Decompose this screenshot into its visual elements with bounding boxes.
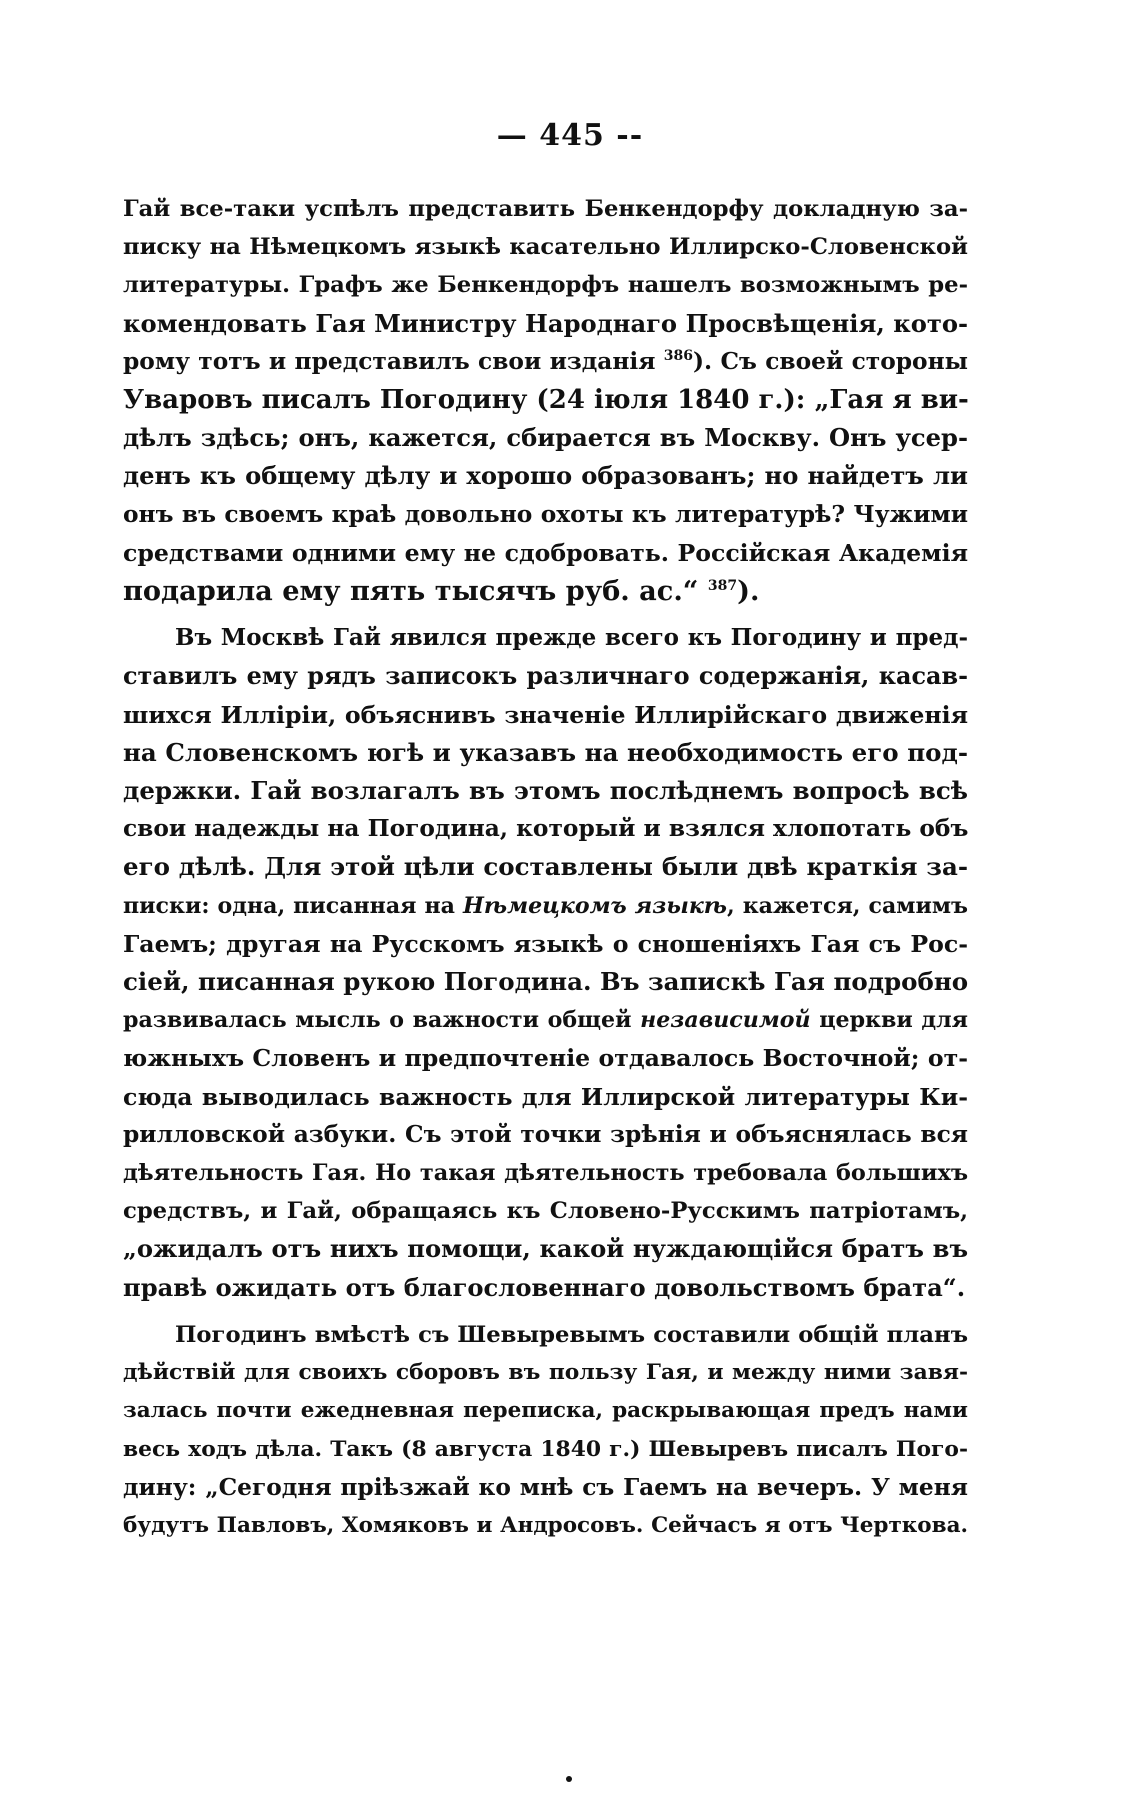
text-segment: рому тотъ и представилъ свои изданія bbox=[123, 347, 656, 375]
text-segment: развивалась мысль о важности общей bbox=[123, 1007, 632, 1034]
text-line bbox=[123, 572, 968, 610]
paragraph-1 bbox=[123, 190, 968, 610]
italic-phrase: Нѣмецкомъ языкѣ bbox=[463, 892, 727, 919]
text-line: средствами одними ему не сдобровать. Россійская Академія bbox=[123, 538, 968, 567]
text-line: литературы. Графъ же Бенкендорфъ нашелъ возможнымъ ре- bbox=[123, 272, 968, 299]
text-line: дину: „Сегодня пріѣзжай ко мнѣ съ Гаемъ на вечеръ. У меня bbox=[123, 1473, 968, 1501]
footnote-ref-387: 387 bbox=[707, 577, 738, 594]
text-line: Погодинъ вмѣстѣ съ Шевыревымъ составили общій планъ bbox=[175, 1321, 968, 1348]
text-line: Въ Москвѣ Гай явился прежде всего къ Погодину и пред- bbox=[175, 624, 968, 652]
text-segment: писки: одна, писанная на bbox=[123, 892, 455, 919]
text-segment: ). bbox=[737, 575, 760, 608]
text-segment: подарила ему пять тысячъ руб. ас.“ bbox=[123, 575, 699, 608]
text-line: Гай все-таки успѣлъ представить Бенкендорфу докладную за- bbox=[123, 196, 968, 222]
text-segment: ). Съ своей стороны bbox=[693, 347, 968, 375]
text-line: сюда выводилась важность для Иллирской литературы Ки- bbox=[123, 1082, 968, 1111]
text-line: будутъ Павловъ, Хомяковъ и Андросовъ. Сейчасъ я отъ Черткова. bbox=[123, 1512, 968, 1538]
paragraph-2 bbox=[123, 619, 968, 1307]
text-segment: церкви для bbox=[819, 1007, 969, 1034]
text-line: его дѣлѣ. Для этой цѣли составлены были двѣ краткія за- bbox=[123, 852, 968, 882]
text-line: дѣлъ здѣсь; онъ, кажется, сбирается въ Москву. Онъ усер- bbox=[123, 423, 968, 453]
body-text bbox=[123, 190, 968, 1545]
text-line: на Словенскомъ югѣ и указавъ на необходимость его под- bbox=[123, 737, 968, 767]
text-line bbox=[123, 887, 968, 925]
text-line: дѣйствій для своихъ сборовъ въ пользу Гая, и между ними завя- bbox=[123, 1360, 968, 1386]
text-line: дѣятельность Гая. Но такая дѣятельность требовала большихъ bbox=[123, 1160, 968, 1187]
text-line: денъ къ общему дѣлу и хорошо образованъ; но найдетъ ли bbox=[123, 461, 968, 491]
text-line: „ожидалъ отъ нихъ помощи, какой нуждающійся братъ въ bbox=[123, 1234, 968, 1264]
text-line: правѣ ожидать отъ благословеннаго довольствомъ брата“. bbox=[123, 1272, 966, 1302]
text-line: комендовать Гая Министру Народнаго Просвѣщенія, кото- bbox=[123, 308, 968, 338]
italic-phrase: независимой bbox=[640, 1007, 811, 1034]
text-line: писку на Нѣмецкомъ языкѣ касательно Иллирско-Словенской bbox=[123, 234, 968, 261]
text-line: рилловской азбуки. Съ этой точки зрѣнія и объяснялась вся bbox=[123, 1120, 968, 1148]
text-line: сіей, писанная рукою Погодина. Въ запискѣ Гая подробно bbox=[123, 967, 969, 997]
text-line: южныхъ Словенъ и предпочтеніе отдавалось Восточной; от- bbox=[123, 1044, 968, 1073]
text-line bbox=[123, 343, 968, 381]
text-line bbox=[123, 1001, 968, 1039]
printer-mark-dot bbox=[566, 1776, 572, 1782]
text-line: шихся Илліріи, объяснивъ значеніе Иллирійскаго движенія bbox=[123, 700, 968, 729]
text-line: ставилъ ему рядъ записокъ различнаго содержанія, касав- bbox=[123, 662, 968, 691]
text-line: средствъ, и Гай, обращаясь къ Словено-Русскимъ патріотамъ, bbox=[123, 1198, 968, 1225]
page-number: — 445 -- bbox=[496, 118, 644, 153]
footnote-ref-386: 386 bbox=[663, 348, 694, 365]
text-line: свои надежды на Погодина, который и взялся хлопотать объ bbox=[123, 815, 969, 843]
paragraph-3 bbox=[123, 1316, 968, 1545]
text-line: Гаемъ; другая на Русскомъ языкѣ о сношеніяхъ Гая съ Рос- bbox=[123, 929, 968, 958]
text-line: держки. Гай возлагалъ въ этомъ послѣднемъ вопросѣ всѣ bbox=[123, 776, 968, 806]
text-segment: , кажется, самимъ bbox=[726, 892, 968, 919]
text-line: залась почти ежедневная переписка, раскрывающая предъ нами bbox=[123, 1398, 968, 1424]
text-line: Уваровъ писалъ Погодину (24 іюля 1840 г.): „Гая я ви- bbox=[123, 385, 969, 416]
text-line: весь ходъ дѣла. Такъ (8 августа 1840 г.) Шевыревъ писалъ Пого- bbox=[123, 1436, 968, 1462]
text-line: онъ въ своемъ краѣ довольно охоты къ литературѣ? Чужими bbox=[123, 500, 968, 528]
